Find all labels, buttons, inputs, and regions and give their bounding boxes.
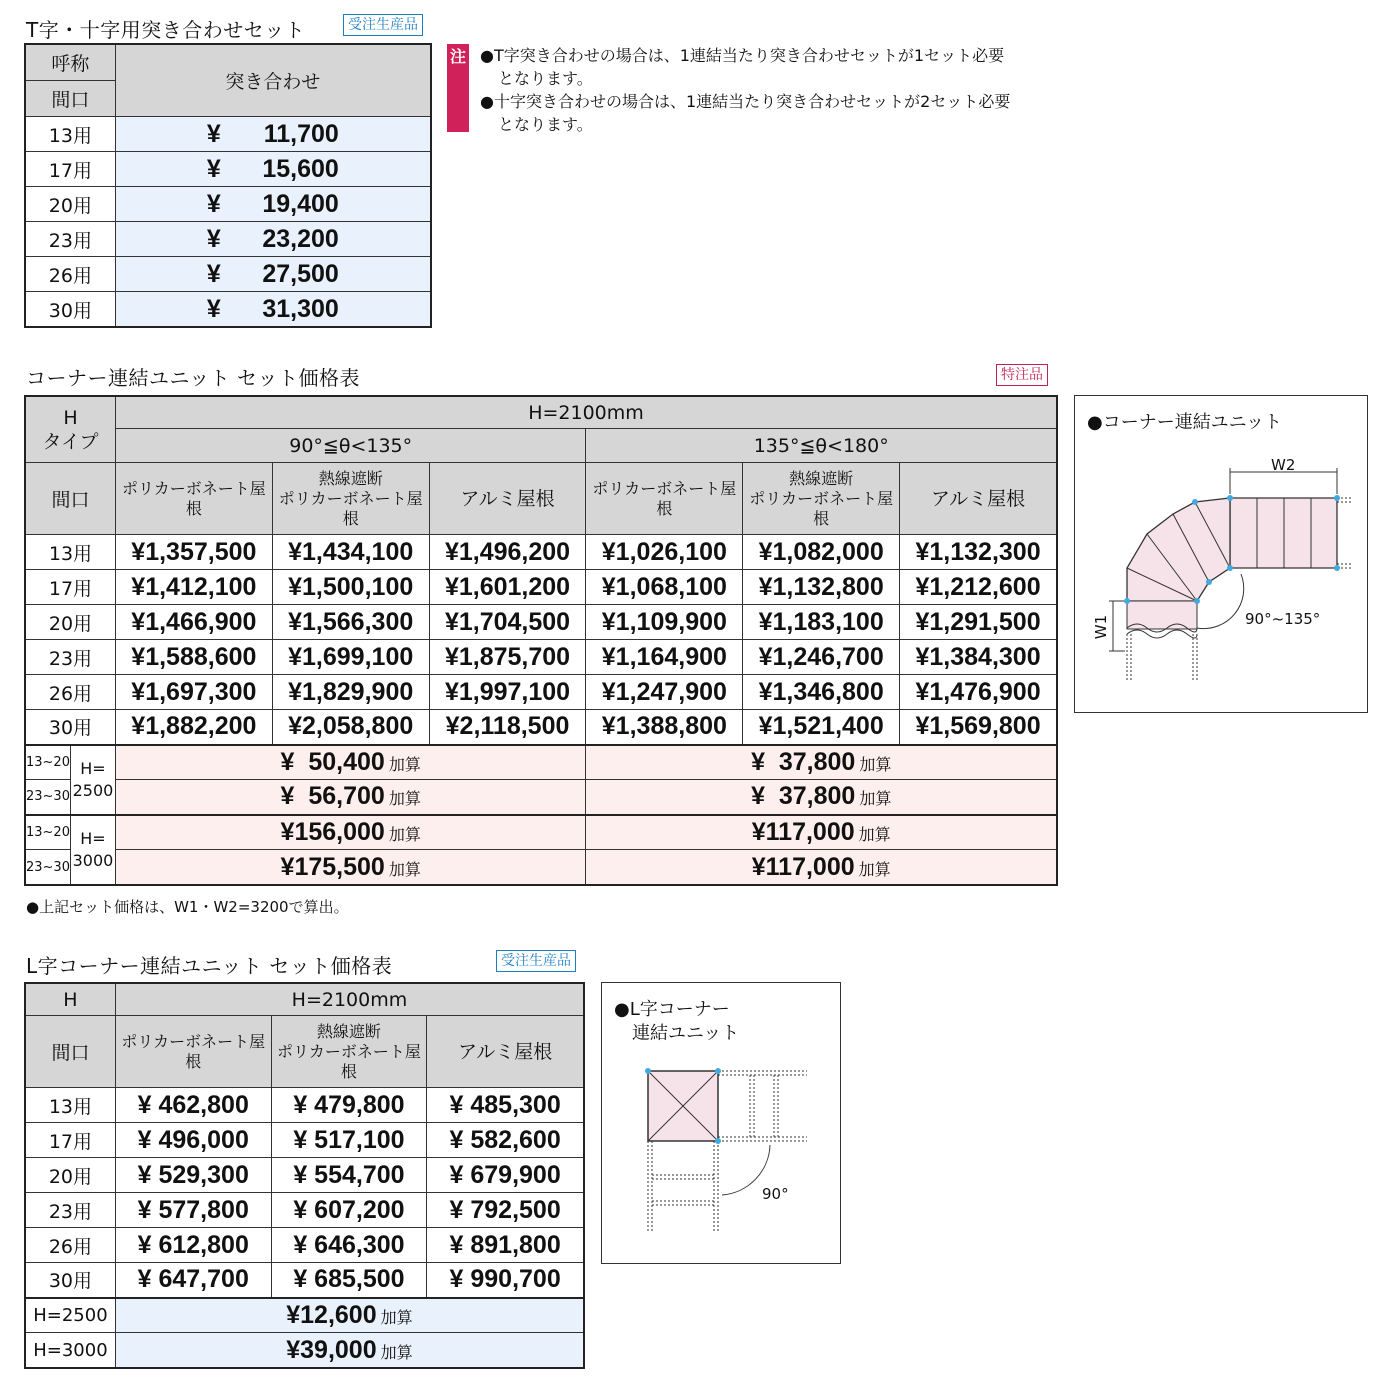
angle-label: 90°~135° — [1245, 610, 1321, 628]
price-cell: ¥1,829,900 — [272, 675, 429, 710]
surcharge-row — [26, 780, 1057, 815]
col-header-line2: アルミ屋根 — [458, 1040, 553, 1063]
price-cell — [115, 257, 430, 292]
butt-set-table — [25, 44, 431, 327]
surcharge-cell — [115, 745, 585, 780]
price-cell: ¥1,569,800 — [900, 710, 1057, 745]
price-cell: ¥1,212,600 — [900, 570, 1057, 605]
price-cell: ¥1,346,800 — [743, 675, 900, 710]
surcharge-value: ¥ 37,800 — [751, 782, 856, 811]
corner-unit-drawing — [1075, 396, 1367, 712]
corner-footnote: ●上記セット価格は、W1・W2=3200で算出。 — [26, 898, 349, 916]
price-cell: ¥2,118,500 — [429, 710, 586, 745]
yen-sign: ¥ — [206, 119, 221, 148]
corner-unit-table — [25, 396, 1057, 885]
price-cell: ¥1,566,300 — [272, 605, 429, 640]
kasan-label: 加算 — [388, 791, 421, 809]
range-cell: 13~20 — [26, 815, 71, 850]
yen-sign: ¥ — [206, 224, 221, 253]
table-row — [26, 710, 1057, 745]
surcharge-row — [26, 1298, 584, 1333]
head-nominal: 呼称 — [26, 45, 116, 81]
size-cell: 20用 — [26, 605, 116, 640]
price-cell: ¥ 647,700 — [115, 1263, 271, 1298]
head-width: 間口 — [26, 81, 116, 117]
head-angle-group2: 135°≦θ<180° — [586, 429, 1057, 463]
price-value: 15,600 — [262, 154, 339, 183]
price-cell: ¥1,697,300 — [115, 675, 272, 710]
table-row — [26, 292, 431, 327]
kasan-label: 加算 — [380, 1344, 413, 1362]
table-row — [26, 152, 431, 187]
price-cell — [115, 187, 430, 222]
price-cell: ¥ 607,200 — [271, 1193, 427, 1228]
table-row — [26, 1123, 584, 1158]
surcharge-row — [26, 745, 1057, 780]
section3-title: L字コーナー連結ユニット セット価格表 — [26, 954, 393, 978]
size-cell: 26用 — [26, 1228, 116, 1263]
price-cell: ¥1,521,400 — [743, 710, 900, 745]
price-value: 27,500 — [262, 259, 339, 288]
kasan-label: 加算 — [388, 756, 421, 774]
price-value: 19,400 — [262, 189, 339, 218]
table-row — [26, 257, 431, 292]
surcharge-value: ¥117,000 — [751, 817, 855, 846]
price-cell: ¥1,183,100 — [743, 605, 900, 640]
col-header-line1: 熱線遮断 — [316, 1021, 381, 1041]
price-cell: ¥1,412,100 — [115, 570, 272, 605]
l-corner-drawing — [602, 983, 840, 1263]
surcharge-value: ¥175,500 — [280, 852, 385, 881]
price-cell: ¥1,132,800 — [743, 570, 900, 605]
h-bottom: 2500 — [72, 780, 114, 800]
price-cell: ¥1,068,100 — [586, 570, 743, 605]
size-cell: 20用 — [26, 1158, 116, 1193]
kasan-label: 加算 — [388, 861, 421, 879]
section2-title: コーナー連結ユニット セット価格表 — [26, 366, 361, 390]
price-cell: ¥ 462,800 — [115, 1088, 271, 1123]
price-cell: ¥1,476,900 — [900, 675, 1057, 710]
price-cell: ¥1,466,900 — [115, 605, 272, 640]
price-value: 11,700 — [263, 119, 339, 148]
head-butt: 突き合わせ — [115, 45, 430, 117]
kasan-label: 加算 — [859, 756, 892, 774]
price-cell — [115, 117, 430, 152]
col-header — [743, 463, 900, 535]
h-bottom: 3000 — [72, 850, 114, 870]
size-cell: 23用 — [26, 640, 116, 675]
w2-label: W2 — [1271, 456, 1296, 474]
made-to-order-badge-2: 受注生産品 — [496, 950, 576, 972]
table-row — [26, 222, 431, 257]
price-cell: ¥ 517,100 — [271, 1123, 427, 1158]
surcharge-row — [26, 850, 1057, 885]
col-header-line2: アルミ屋根 — [930, 487, 1026, 510]
price-cell: ¥ 679,900 — [427, 1158, 584, 1193]
price-cell: ¥ 646,300 — [271, 1228, 427, 1263]
col-header — [586, 463, 743, 535]
surcharge-cell — [586, 850, 1057, 885]
surcharge-cell — [115, 850, 585, 885]
price-cell: ¥1,997,100 — [429, 675, 586, 710]
range-cell: 13~20 — [26, 745, 71, 780]
col-header — [272, 463, 429, 535]
kasan-label: 加算 — [858, 861, 891, 879]
made-to-order-badge: 受注生産品 — [343, 14, 423, 36]
table-row — [26, 1193, 584, 1228]
l-corner-table — [25, 983, 584, 1368]
head-h-type: H タイプ — [26, 397, 116, 463]
price-cell: ¥1,164,900 — [586, 640, 743, 675]
price-value: 23,200 — [262, 224, 339, 253]
size-cell: 30用 — [26, 1263, 116, 1298]
price-cell: ¥ 792,500 — [427, 1193, 584, 1228]
table-row — [26, 187, 431, 222]
size-cell: 30用 — [26, 710, 116, 745]
surcharge-row — [26, 815, 1057, 850]
l-corner-diagram — [601, 982, 841, 1264]
table-row — [26, 1088, 584, 1123]
col-header — [115, 463, 272, 535]
price-cell: ¥1,109,900 — [586, 605, 743, 640]
price-cell: ¥1,500,100 — [272, 570, 429, 605]
price-value: 31,300 — [262, 294, 339, 323]
surcharge-row — [26, 1333, 584, 1368]
table-row — [26, 570, 1057, 605]
size-cell: 17用 — [26, 570, 116, 605]
w1-label: W1 — [1092, 614, 1111, 640]
price-cell: ¥ 612,800 — [115, 1228, 271, 1263]
size-cell: 13用 — [26, 1088, 116, 1123]
surcharge-value: ¥ 50,400 — [280, 747, 385, 776]
table-row — [26, 1263, 584, 1298]
kasan-label: 加算 — [380, 1309, 413, 1327]
col-header-line2: ポリカーボネート屋根 — [277, 1041, 421, 1081]
price-cell: ¥2,058,800 — [272, 710, 429, 745]
price-cell: ¥ 529,300 — [115, 1158, 271, 1193]
table-row — [26, 640, 1057, 675]
h-top: H= — [80, 758, 106, 778]
size-cell: 26用 — [26, 257, 116, 292]
size-cell: 23用 — [26, 1193, 116, 1228]
table-row — [26, 1228, 584, 1263]
col-header — [427, 1016, 584, 1088]
corner-unit-diagram — [1074, 395, 1368, 713]
table-row — [26, 675, 1057, 710]
col-header — [900, 463, 1057, 535]
table-row — [26, 605, 1057, 640]
head-width: 間口 — [26, 463, 116, 535]
surcharge-cell — [586, 815, 1057, 850]
height-cell: H=3000 — [26, 1333, 116, 1368]
surcharge-value: ¥39,000 — [286, 1335, 377, 1364]
h-top: H= — [80, 828, 106, 848]
kasan-label: 加算 — [388, 826, 421, 844]
surcharge-value: ¥ 56,700 — [280, 782, 385, 811]
size-cell: 20用 — [26, 187, 116, 222]
price-cell — [115, 222, 430, 257]
range-cell: 23~30 — [26, 780, 71, 815]
surcharge-value: ¥117,000 — [751, 852, 855, 881]
price-cell: ¥ 485,300 — [427, 1088, 584, 1123]
kasan-label: 加算 — [858, 826, 891, 844]
price-cell: ¥ 685,500 — [271, 1263, 427, 1298]
special-order-badge: 特注品 — [996, 364, 1048, 386]
price-cell: ¥1,388,800 — [586, 710, 743, 745]
head-angle-group1: 90°≦θ<135° — [115, 429, 585, 463]
col-header-line2: ポリカーボネート屋根 — [592, 478, 737, 518]
surcharge-cell — [586, 780, 1057, 815]
h-cell — [70, 815, 115, 885]
surcharge-cell — [115, 815, 585, 850]
surcharge-cell — [115, 780, 585, 815]
price-cell: ¥1,357,500 — [115, 535, 272, 570]
kasan-label: 加算 — [859, 791, 892, 809]
col-header-line2: ポリカーボネート屋根 — [121, 478, 266, 518]
price-cell: ¥1,246,700 — [743, 640, 900, 675]
price-cell: ¥1,496,200 — [429, 535, 586, 570]
yen-sign: ¥ — [206, 294, 221, 323]
col-header-line1: 熱線遮断 — [318, 468, 383, 488]
surcharge-value: ¥156,000 — [280, 817, 385, 846]
price-cell: ¥ 577,800 — [115, 1193, 271, 1228]
col-header — [115, 1016, 271, 1088]
price-cell: ¥1,291,500 — [900, 605, 1057, 640]
price-cell: ¥1,132,300 — [900, 535, 1057, 570]
range-cell: 23~30 — [26, 850, 71, 885]
yen-sign: ¥ — [206, 189, 221, 218]
col-header-line2: ポリカーボネート屋根 — [121, 1031, 266, 1071]
price-cell: ¥1,247,900 — [586, 675, 743, 710]
col-header-line2: ポリカーボネート屋根 — [749, 488, 894, 528]
price-cell: ¥ 496,000 — [115, 1123, 271, 1158]
note-text: ●T字突き合わせの場合は、1連結当たり突き合わせセットが1セット必要 となります。 ●十字突き合わせの場合は、1連結当たり突き合わせセットが2セット必要 となります。 — [480, 46, 1011, 134]
price-cell: ¥ 479,800 — [271, 1088, 427, 1123]
price-cell: ¥1,434,100 — [272, 535, 429, 570]
price-cell — [115, 292, 430, 327]
price-cell: ¥ 554,700 — [271, 1158, 427, 1193]
surcharge-value: ¥ 37,800 — [751, 747, 856, 776]
diagram2-caption-2: 連結ユニット — [632, 1023, 740, 1044]
head-h2100: H=2100mm — [115, 984, 583, 1016]
size-cell: 13用 — [26, 535, 116, 570]
price-cell: ¥1,601,200 — [429, 570, 586, 605]
price-cell: ¥1,384,300 — [900, 640, 1057, 675]
col-header — [429, 463, 586, 535]
table-row — [26, 117, 431, 152]
table-row — [26, 535, 1057, 570]
price-cell: ¥ 891,800 — [427, 1228, 584, 1263]
diagram2-caption: ●L字コーナー — [614, 999, 730, 1020]
note-mark: 注 — [447, 44, 469, 132]
size-cell: 23用 — [26, 222, 116, 257]
price-cell: ¥1,026,100 — [586, 535, 743, 570]
diagram1-caption: ●コーナー連結ユニット — [1087, 412, 1282, 433]
h-cell — [70, 745, 115, 815]
surcharge-value: ¥12,600 — [286, 1300, 377, 1329]
price-cell: ¥1,082,000 — [743, 535, 900, 570]
col-header-line2: アルミ屋根 — [460, 487, 555, 510]
surcharge-cell — [115, 1333, 583, 1368]
col-header-line1: 熱線遮断 — [789, 468, 854, 488]
size-cell: 17用 — [26, 152, 116, 187]
price-cell: ¥ 990,700 — [427, 1263, 584, 1298]
price-cell: ¥1,704,500 — [429, 605, 586, 640]
surcharge-cell — [115, 1298, 583, 1333]
price-cell: ¥1,882,200 — [115, 710, 272, 745]
yen-sign: ¥ — [206, 259, 221, 288]
price-cell: ¥1,588,600 — [115, 640, 272, 675]
price-cell: ¥ 582,600 — [427, 1123, 584, 1158]
head-h2100: H=2100mm — [115, 397, 1056, 429]
size-cell: 30用 — [26, 292, 116, 327]
table-row — [26, 1158, 584, 1193]
price-cell: ¥1,699,100 — [272, 640, 429, 675]
yen-sign: ¥ — [206, 154, 221, 183]
size-cell: 17用 — [26, 1123, 116, 1158]
price-cell: ¥1,875,700 — [429, 640, 586, 675]
section1-title: T字・十字用突き合わせセット — [26, 18, 306, 42]
head-width: 間口 — [26, 1016, 116, 1088]
height-cell: H=2500 — [26, 1298, 116, 1333]
size-cell: 13用 — [26, 117, 116, 152]
price-cell — [115, 152, 430, 187]
surcharge-cell — [586, 745, 1057, 780]
col-header — [271, 1016, 427, 1088]
head-h: H — [26, 984, 116, 1016]
angle-label: 90° — [762, 1185, 789, 1203]
size-cell: 26用 — [26, 675, 116, 710]
col-header-line2: ポリカーボネート屋根 — [278, 488, 423, 528]
